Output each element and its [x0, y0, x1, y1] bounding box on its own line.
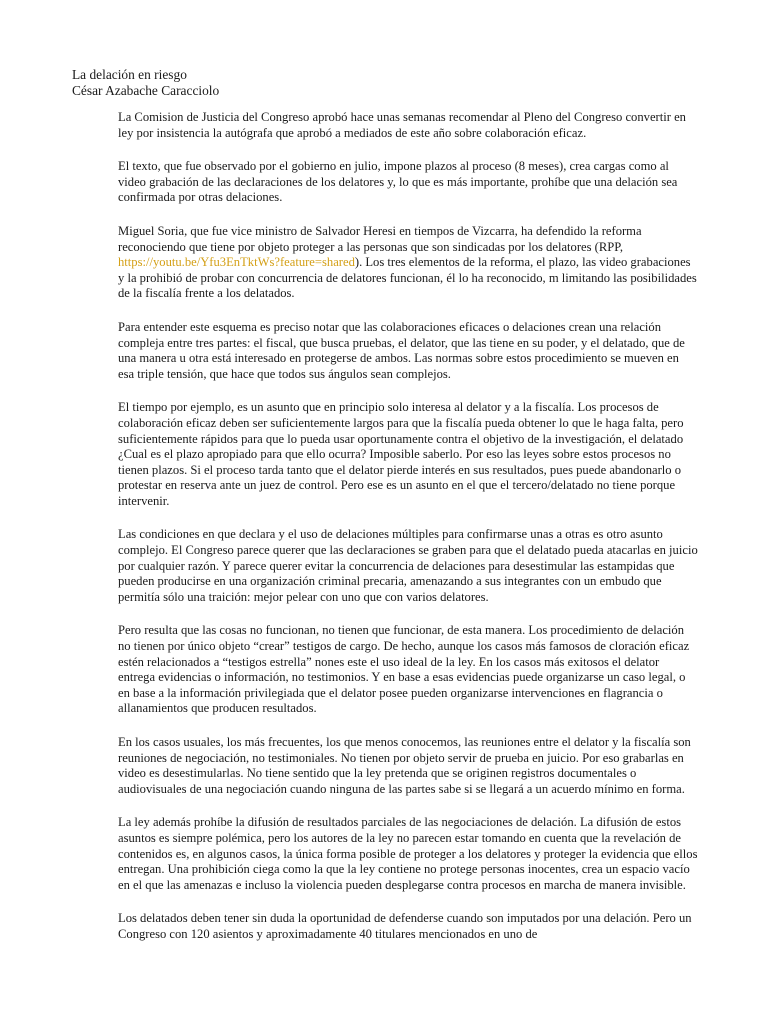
- paragraph-8: En los casos usuales, los más frecuentes, los que menos conocemos, las reuniones entre el delator y la fiscalía son reuniones de negociación, no testimoniales. No tienen por objeto servir de prueba en juicio. Por eso grabarlas en video es desestimularlas. No tiene sentido que la ley pretenda que se originen registros documentales o audiovisuales de una negociación cuando ninguna de las partes sabe si se llegará a un acuerdo mínimo en forma.: [118, 735, 691, 796]
- paragraph-10: Los delatados deben tener sin duda la oportunidad de defenderse cuando son imputados por una delación. Pero un Congreso con 120 asientos y aproximadamente 40 titulares mencionados en uno de: [118, 911, 692, 941]
- paragraph-3: [118, 224, 698, 302]
- youtube-link[interactable]: https://youtu.be/Yfu3EnTktWs?feature=shared: [118, 255, 355, 270]
- paragraph-4: Para entender este esquema es preciso notar que las colaboraciones eficaces o delaciones crean una relación compleja entre tres partes: el fiscal, que busca pruebas, el delator, que las tiene en su poder, y el delatado, que de una manera u otra está interesado en protegerse de ambos. Las normas sobre estos procedimiento se mueven en esa triple tensión, que hace que todos sus ángulos sean complejos.: [118, 319, 685, 381]
- article-header: [72, 67, 219, 99]
- paragraph-2: El texto, que fue observado por el gobierno en julio, impone plazos al proceso (8 meses), crea cargas como al video grabación de las declaraciones de los delatores y, lo que es más importante, prohíbe que una delación sea confirmada por otras delaciones.: [118, 159, 678, 205]
- paragraph-3-start: Miguel Soria, que fue vice ministro de Salvador Heresi en tiempos de Vizcarra, ha defendido la reforma reconociendo que tiene por objeto proteger a las personas que son sindicadas por los delatores (RPP,: [118, 223, 642, 254]
- article-author: César Azabache Caracciolo: [72, 83, 220, 98]
- article-title: La delación en riesgo: [72, 67, 187, 82]
- paragraph-3-end: ). Los tres elementos de la reforma, el plazo, las video grabaciones y la prohibió de probar con concurrencia de delatores funcionan, él lo ha reconocido, m limitando las posibilidades de la fiscalía frente a los delatados.: [118, 255, 697, 301]
- paragraph-7: Pero resulta que las cosas no funcionan, no tienen que funcionar, de esta manera. Los procedimiento de delación no tienen por único objeto “crear” testigos de cargo. De hecho, aunque los casos más famosos de cloración eficaz estén relacionados a “testigos estrella” nones este el uso ideal de la ley. En los casos más exitosos el delator entrega evidencias o información, no testimonios. Y en base a esas evidencias puede organizarse un caso legal, o en base a la información privilegiada que el delator posee pueden organizarse intervenciones en flagrancia o allanamientos que producen resultados.: [118, 623, 690, 716]
- paragraph-9: La ley además prohíbe la difusión de resultados parciales de las negociaciones de delación. La difusión de estos asuntos es siempre polémica, pero los autores de la ley no parecen estar tomando en cuenta que la revelación de contenidos es, en algunos casos, la única forma posible de proteger a los delatores y proteger la evidencia que ellos entregan. Una prohibición ciega como la que la ley contiene no protege personas inocentes, crea un espacio vacío en el que las amenazas e incluso la violencia pueden desplegarse contra procesos en marcha de manera invisible.: [118, 815, 698, 892]
- paragraph-6: Las condiciones en que declara y el uso de delaciones múltiples para confirmarse unas a otras es otro asunto complejo. El Congreso parece querer que las declaraciones se graben para que el delatado pueda atacarlas en juicio por cualquier razón. Y parece querer evitar la concurrencia de delaciones para desestimular las estampidas que pueden producirse en una organización criminal precaria, amenazando a sus integrantes con un embudo que permitía sólo una traición: mejor pelear con uno que con varios delatores.: [118, 527, 698, 604]
- article-body: [118, 110, 698, 961]
- paragraph-5: El tiempo por ejemplo, es un asunto que en principio solo interesa al delator y a la fiscalía. Los procesos de colaboración eficaz deben ser suficientemente largos para que la fiscalía pueda obtener lo que le haga falta, pero suficientemente rápidos para que lo pueda usar oportunamente contra el objetivo de la investigación, el delatado ¿Cual es el plazo apropiado para que ello ocurra? Imposible saberlo. Por eso las leyes sobre estos procesos no tienen plazos. Si el proceso tarda tanto que el delator pierde interés en sus resultados, pues puede abandonarlo o protestar en reserva ante un juez de control. Pero ese es un asunto en el que el tercero/delatado no tiene porque intervenir.: [118, 400, 684, 508]
- paragraph-1: La Comision de Justicia del Congreso aprobó hace unas semanas recomendar al Pleno del Congreso convertir en ley por insistencia la autógrafa que aprobó a mediados de este año sobre colaboración eficaz.: [118, 110, 686, 140]
